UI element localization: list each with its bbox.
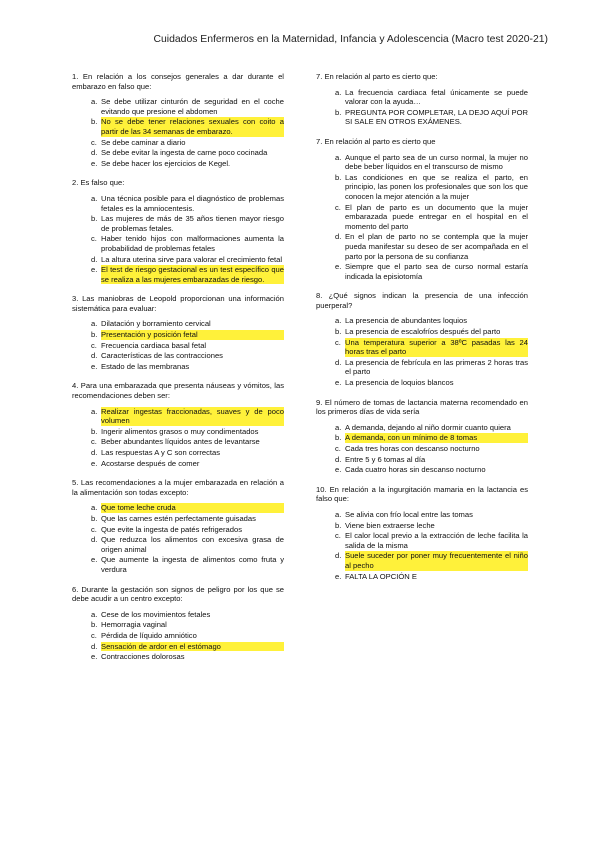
option-letter: c.: [91, 524, 97, 534]
question-text: 10. En relación a la ingurgitación mamaria en la lactancia es falso que:: [316, 484, 528, 504]
option-letter: b.: [91, 214, 98, 224]
option-text: Que aumente la ingesta de alimentos como fruta y verdura: [101, 555, 284, 574]
option-letter: e.: [335, 378, 342, 388]
option-letter: c.: [91, 630, 97, 640]
answer-options: [316, 510, 528, 581]
page-header: Cuidados Enfermeros en la Maternidad, Infancia y Adolescencia (Macro test 2020-21): [153, 34, 548, 45]
answer-options: [316, 316, 528, 387]
option-letter: c.: [91, 234, 97, 244]
answer-options: [72, 503, 284, 574]
question-block: [316, 398, 528, 475]
answer-option: [72, 437, 284, 447]
option-text: Una técnica posible para el diagnóstico de problemas fetales es la amniocentesis.: [101, 193, 284, 213]
answer-options: [72, 97, 284, 168]
answer-option: [316, 510, 528, 520]
highlighted-answer-text: Suele suceder por poner muy frecuentemente el niño al pecho: [345, 551, 528, 570]
answer-option: [316, 433, 528, 443]
answer-option: [72, 214, 284, 233]
question-text: 8. ¿Qué signos indican la presencia de una infección puerperal?: [316, 291, 528, 310]
question-block: [72, 381, 284, 468]
option-letter: d.: [91, 448, 98, 457]
question-block: [316, 72, 528, 127]
answer-option: [72, 555, 284, 574]
answer-option: [316, 153, 528, 172]
answer-option: [316, 88, 528, 107]
option-text: Entre 5 y 6 tomas al día: [345, 454, 426, 464]
option-letter: d.: [91, 641, 98, 651]
answer-option: [316, 465, 528, 475]
option-text: Las mujeres de más de 35 años tienen mayor riesgo de problemas fetales.: [101, 214, 284, 233]
question-text: 4. Para una embarazada que presenta náuseas y vómitos, las recomendaciones deben ser:: [72, 381, 284, 401]
answer-option: [72, 148, 284, 158]
option-text: Cada tres horas con descanso nocturno: [345, 444, 480, 453]
question-text: 6. Durante la gestación son signos de peligro por los que se debe acudir a un centro excepto:: [72, 584, 284, 604]
question-block: [72, 585, 284, 662]
highlighted-answer-text: Presentación y posición fetal: [101, 330, 284, 340]
option-letter: e.: [91, 361, 98, 371]
answer-option: [72, 631, 284, 641]
option-text: La frecuencia cardiaca fetal únicamente se puede valorar con la ayuda…: [345, 87, 528, 107]
answer-option: [72, 427, 284, 437]
option-text: Frecuencia cardiaca basal fetal: [101, 340, 207, 350]
answer-option: [72, 117, 284, 136]
option-letter: a.: [335, 316, 342, 326]
option-letter: b.: [335, 520, 342, 530]
question-text: 5. Las recomendaciones a la mujer embarazada en relación a la alimentación son todas excepto:: [72, 478, 284, 497]
option-letter: e.: [91, 555, 98, 565]
option-letter: a.: [335, 152, 342, 162]
answer-options: [72, 407, 284, 469]
option-text: Que las carnes estén perfectamente guisadas: [101, 513, 256, 523]
answer-option: [72, 351, 284, 361]
option-text: La presencia de abundantes loquios: [345, 316, 468, 326]
option-letter: d.: [91, 535, 98, 545]
option-letter: b.: [91, 426, 98, 436]
option-letter: e.: [335, 571, 342, 581]
option-letter: e.: [335, 262, 342, 272]
option-letter: c.: [335, 337, 341, 347]
option-text: La presencia de loquios blancos: [345, 378, 454, 388]
option-text: A demanda, dejando al niño dormir cuanto quiera: [345, 422, 511, 432]
option-letter: d.: [335, 551, 342, 561]
highlighted-answer-text: El test de riesgo gestacional es un test específico que se realiza a las mujeres embarazadas de riesgo.: [101, 265, 284, 284]
question-block: [316, 485, 528, 581]
answer-options: [316, 423, 528, 475]
question-block: [72, 72, 284, 168]
answer-option: [72, 330, 284, 340]
option-text: El plan de parto es un documento que la mujer embarazada puede entregar en el hospital en el momento del parto: [345, 202, 528, 231]
option-letter: a.: [91, 406, 98, 416]
option-letter: c.: [335, 202, 341, 212]
answer-option: [72, 448, 284, 458]
option-letter: e.: [91, 265, 98, 275]
answer-option: [72, 255, 284, 265]
answer-option: [316, 262, 528, 281]
highlighted-answer-text: Sensación de ardor en el estómago: [101, 642, 284, 652]
question-text: 3. Las maniobras de Leopold proporcionan una información sistemática para evaluar:: [72, 294, 284, 313]
option-text: Viene bien extraerse leche: [345, 520, 435, 530]
option-letter: b.: [91, 117, 98, 127]
option-letter: b.: [91, 513, 98, 523]
option-text: Hemorragia vaginal: [101, 620, 167, 630]
answer-option: [316, 327, 528, 337]
answer-option: [316, 338, 528, 357]
option-letter: a.: [91, 97, 98, 107]
answer-option: [72, 459, 284, 469]
answer-option: [72, 642, 284, 652]
answer-option: [316, 316, 528, 326]
option-letter: d.: [335, 357, 342, 367]
option-letter: b.: [335, 433, 342, 443]
answer-options: [72, 194, 284, 284]
answer-option: [316, 531, 528, 550]
option-text: Dilatación y borramiento cervical: [101, 319, 211, 329]
answer-option: [72, 159, 284, 169]
question-block: [72, 294, 284, 371]
option-letter: d.: [335, 454, 342, 464]
answer-option: [316, 521, 528, 531]
option-text: Que evite la ingesta de patés refrigerados: [101, 524, 242, 534]
option-letter: a.: [91, 193, 98, 203]
question-block: [316, 291, 528, 387]
answer-option: [316, 378, 528, 388]
answer-options: [316, 153, 528, 282]
answer-option: [316, 358, 528, 377]
answer-option: [72, 362, 284, 372]
answer-option: [72, 265, 284, 284]
option-text: Beber abundantes líquidos antes de levantarse: [101, 437, 260, 447]
answer-option: [72, 503, 284, 513]
option-text: La presencia de escalofríos después del parto: [345, 327, 501, 337]
option-letter: a.: [335, 509, 342, 519]
answer-option: [316, 572, 528, 582]
option-letter: e.: [91, 158, 98, 168]
answer-option: [72, 319, 284, 329]
option-letter: b.: [91, 330, 98, 340]
answer-option: [316, 108, 528, 127]
answer-option: [316, 455, 528, 465]
answer-option: [72, 620, 284, 630]
option-letter: b.: [91, 620, 98, 630]
option-text: La presencia de febrícula en las primeras 2 horas tras el parto: [345, 357, 528, 377]
answer-options: [72, 319, 284, 371]
option-letter: c.: [91, 340, 97, 350]
question-text: 7. En relación al parto es cierto que:: [316, 72, 438, 81]
option-text: Contracciones dolorosas: [101, 652, 185, 662]
answer-option: [72, 341, 284, 351]
option-letter: e.: [91, 652, 98, 662]
answer-options: [72, 610, 284, 662]
answer-option: [316, 173, 528, 202]
question-block: [316, 137, 528, 281]
option-text: Cese de los movimientos fetales: [101, 609, 211, 619]
option-letter: b.: [335, 327, 342, 337]
option-text: Características de las contracciones: [101, 351, 223, 361]
answer-option: [72, 138, 284, 148]
highlighted-answer-text: A demanda, con un mínimo de 8 tomas: [345, 433, 528, 443]
option-text: Haber tenido hijos con malformaciones aumenta la probabilidad de problemas fetales: [101, 234, 284, 253]
answer-option: [72, 535, 284, 554]
option-text: Que reduzca los alimentos con excesiva grasa de origen animal: [101, 535, 284, 554]
option-text: Las condiciones en que se realiza el parto, en principio, las ponen los profesionales que son los que conocen la mejor atención a la mujer: [345, 172, 528, 201]
option-text: El calor local previo a la extracción de leche facilita la salida de la misma: [345, 531, 528, 550]
option-text: Aunque el parto sea de un curso normal, la mujer no debe beber líquidos en el transcurso de mismo: [345, 152, 528, 172]
left-column: [72, 72, 284, 672]
option-letter: e.: [91, 458, 98, 468]
highlighted-answer-text: No se debe tener relaciones sexuales con coito a partir de las 34 semanas de embarazo.: [101, 117, 284, 136]
option-letter: a.: [91, 319, 98, 329]
question-text: 7. En relación al parto es cierto que: [316, 136, 436, 146]
option-text: Se debe utilizar cinturón de seguridad en el coche evitando que presione el abdomen: [101, 97, 284, 116]
option-text: Estado de las membranas: [101, 361, 190, 371]
option-letter: d.: [91, 351, 98, 361]
answer-option: [72, 234, 284, 253]
option-letter: e.: [335, 465, 342, 475]
option-text: Se alivia con frío local entre las tomas: [345, 509, 473, 519]
answer-options: [316, 88, 528, 127]
option-text: Cada cuatro horas sin descanso nocturno: [345, 465, 486, 475]
option-letter: b.: [335, 107, 342, 117]
option-letter: c.: [91, 137, 97, 147]
highlighted-answer-text: Una temperatura superior a 38ºC pasadas las 24 horas tras el parto: [345, 337, 528, 357]
answer-option: [72, 652, 284, 662]
option-letter: a.: [91, 609, 98, 619]
option-letter: d.: [335, 232, 342, 242]
option-text: FALTA LA OPCIÓN E: [345, 571, 417, 581]
answer-option: [72, 514, 284, 524]
option-letter: a.: [91, 503, 98, 513]
answer-option: [72, 610, 284, 620]
answer-option: [72, 97, 284, 116]
option-text: Siempre que el parto sea de curso normal estaría indicada la episiotomía: [345, 262, 528, 281]
option-text: Se debe caminar a diario: [101, 137, 186, 147]
highlighted-answer-text: Que tome leche cruda: [101, 503, 284, 513]
question-text: 9. El número de tomas de lactancia materna recomendado en los primeros días de vida sería: [316, 397, 528, 417]
answer-option: [316, 203, 528, 232]
option-letter: a.: [335, 87, 342, 97]
option-letter: d.: [91, 148, 98, 158]
question-block: [72, 178, 284, 284]
answer-option: [72, 407, 284, 426]
answer-option: [72, 194, 284, 213]
answer-option: [72, 525, 284, 535]
question-block: [72, 478, 284, 574]
option-text: Acostarse después de comer: [101, 458, 200, 468]
option-text: Pérdida de líquido amniótico: [101, 630, 197, 640]
option-letter: c.: [335, 444, 341, 453]
option-text: La altura uterina sirve para valorar el crecimiento fetal: [101, 254, 283, 264]
question-text: 2. Es falso que:: [72, 178, 125, 188]
option-text: Ingerir alimentos grasos o muy condimentados: [101, 426, 259, 436]
answer-option: [316, 232, 528, 261]
option-text: Las respuestas A y C son correctas: [101, 448, 221, 457]
right-column: [316, 72, 528, 591]
option-letter: c.: [91, 437, 97, 447]
option-letter: a.: [335, 422, 342, 432]
option-letter: c.: [335, 531, 341, 541]
option-letter: d.: [91, 254, 98, 264]
question-text: 1. En relación a los consejos generales a dar durante el embarazo en falso que:: [72, 72, 284, 91]
answer-option: [316, 423, 528, 433]
option-text: Se debe hacer los ejercicios de Kegel.: [101, 158, 231, 168]
option-letter: b.: [335, 172, 342, 182]
answer-option: [316, 444, 528, 454]
option-text: PREGUNTA POR COMPLETAR, LA DEJO AQUÍ POR SI SALE EN OTROS EXÁMENES.: [345, 107, 528, 127]
option-text: En el plan de parto no se contempla que la mujer pueda manifestar su deseo de ser acompañada en el parto por la persona de su confianza: [345, 232, 528, 261]
highlighted-answer-text: Realizar ingestas fraccionadas, suaves y de poco volumen: [101, 406, 284, 426]
option-text: Se debe evitar la ingesta de carne poco cocinada: [101, 148, 268, 158]
answer-option: [316, 551, 528, 570]
